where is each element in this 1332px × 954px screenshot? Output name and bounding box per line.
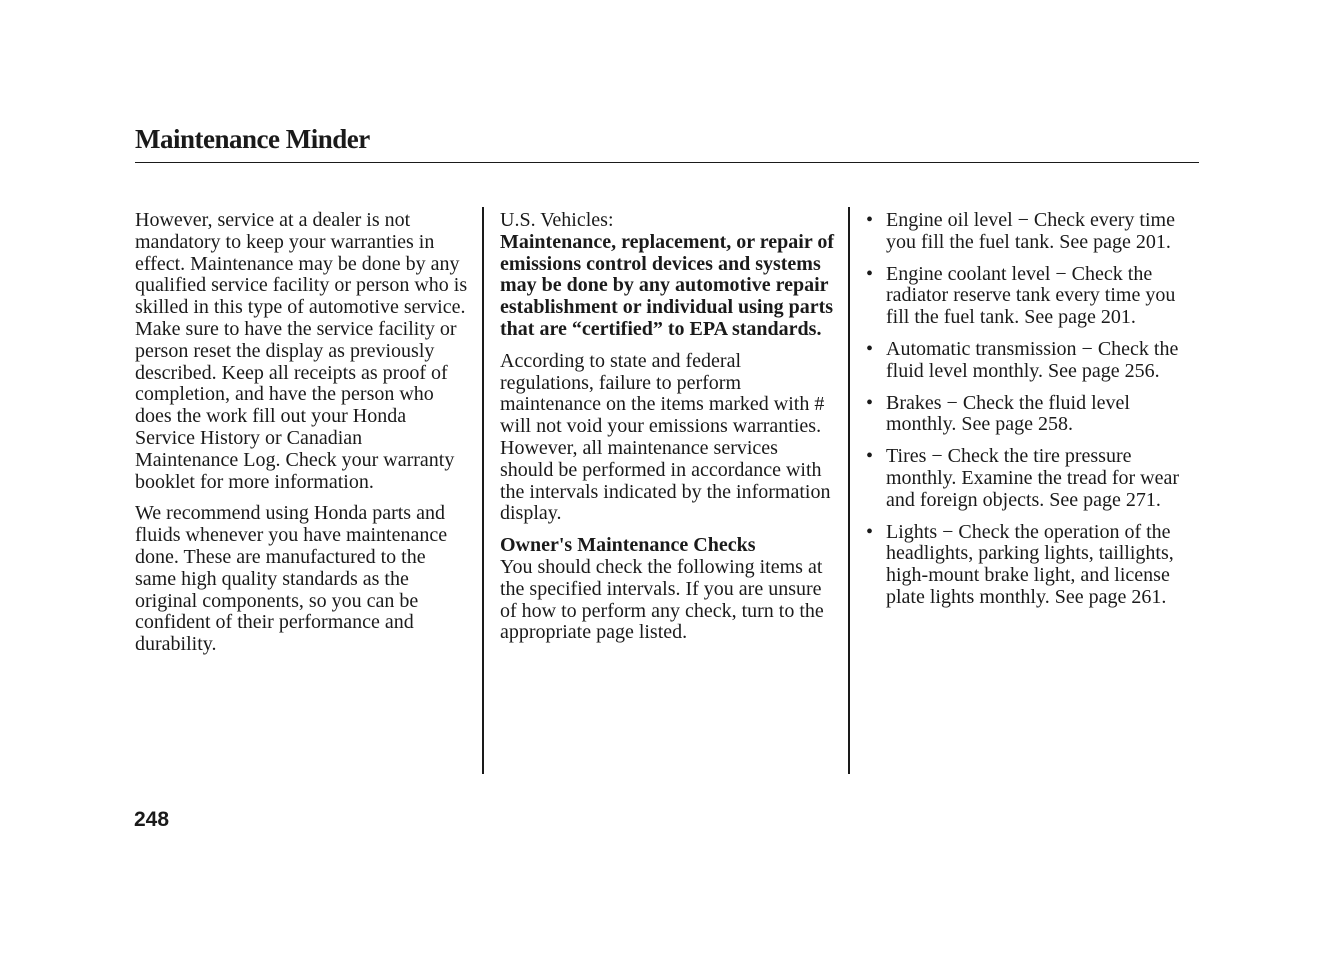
owner-checks-section [500,535,835,644]
list-item [866,264,1200,329]
dealer-service-paragraph: However, service at a dealer is not mandatory to keep your warranties in effect. Maintenance may be done by any qualified service facility or person who is skilled in this type of automotive service. Make sure to have the service facility or person reset the display as previously described. Keep all receipts as proof of completion, and have the person who does the work fill out your Honda Service History or Canadian Maintenance Log. Check your warranty booklet for more information. [135,209,468,493]
page-number: 248 [134,808,170,831]
bullet-icon: • [866,445,874,468]
list-item [866,210,1200,254]
bullet-icon: • [866,337,874,360]
bullet-icon: • [866,262,874,285]
list-item [866,522,1200,609]
list-item [866,446,1200,511]
bullet-icon: • [866,209,874,231]
us-vehicles-label: U.S. Vehicles: [500,209,614,231]
check-engine-coolant: Engine coolant level − Check the radiator reserve tank every time you fill the fuel tank. See page 201. [886,262,1176,329]
title-divider [135,162,1199,163]
emissions-notice: Maintenance, replacement, or repair of emissions control devices and systems may be done by any automotive repair establishment or individual using parts that are “certified” to EPA standards. [500,230,835,340]
column-divider-left [482,207,484,774]
maintenance-checks-list [866,210,1200,609]
column-middle [500,210,835,654]
check-lights: Lights − Check the operation of the headlights, parking lights, taillights, high-mount brake light, and license plate lights monthly. See page 261. [886,520,1174,608]
list-item [866,393,1200,437]
owner-checks-heading: Owner's Maintenance Checks [500,534,756,557]
emissions-section [500,210,835,341]
check-tires: Tires − Check the tire pressure monthly. Examine the tread for wear and foreign objects. See page 271. [886,445,1180,511]
column-left [135,210,470,666]
list-item [866,339,1200,383]
column-divider-right [848,207,850,774]
bullet-icon: • [866,391,874,414]
check-engine-oil: Engine oil level − Check every time you fill the fuel tank. See page 201. [886,209,1175,253]
check-brakes: Brakes − Check the fluid level monthly. See page 258. [886,391,1130,436]
owner-checks-text: You should check the following items at the specified intervals. If you are unsure of how to perform any check, turn to the appropriate page listed. [500,555,824,644]
regulations-paragraph: According to state and federal regulations, failure to perform maintenance on the items marked with # will not void your emissions warranties. However, all maintenance services should be performed in accordance with the intervals indicated by the information display. [500,349,831,525]
honda-parts-paragraph: We recommend using Honda parts and fluids whenever you have maintenance done. These are manufactured to the same high quality standards as the original components, so you can be confident of their performance and durability. [135,502,448,656]
bullet-icon: • [866,520,874,543]
page-title: Maintenance Minder [135,124,370,154]
check-automatic-transmission: Automatic transmission − Check the fluid level monthly. See page 256. [886,337,1179,382]
column-right [866,210,1200,619]
